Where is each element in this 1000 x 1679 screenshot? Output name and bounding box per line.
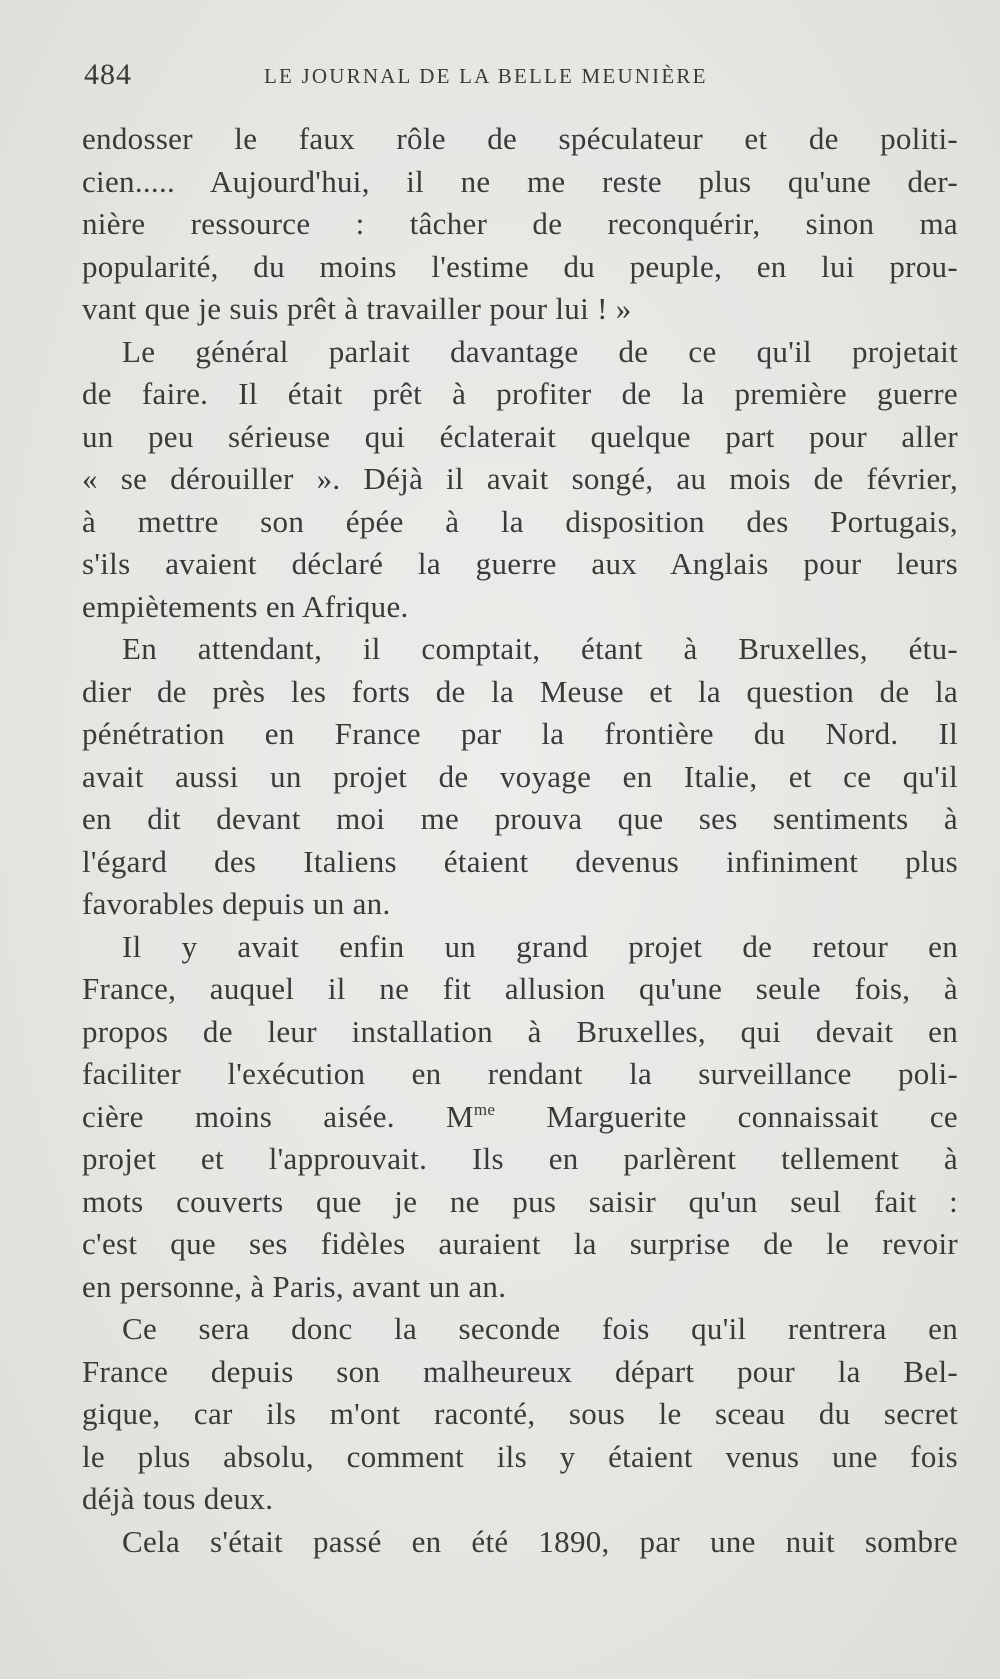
text-line: faciliter l'exécution en rendant la surveillance poli-: [82, 1056, 958, 1091]
text-line: de faire. Il était prêt à profiter de la première guerre: [82, 376, 958, 411]
text-line-with-superscript: [82, 1096, 958, 1139]
text-line: France depuis son malheureux départ pour la Bel-: [82, 1353, 958, 1389]
text-line: avait aussi un projet de voyage en Italie, et ce qu'il: [82, 758, 958, 794]
text-line: un peu sérieuse qui éclaterait quelque part pour aller: [82, 418, 958, 454]
superscript: me: [473, 1099, 496, 1119]
text-line: l'égard des Italiens étaient devenus infiniment plus: [82, 843, 958, 879]
text-line: empiètements en Afrique.: [82, 588, 409, 624]
text-segment: M: [445, 1098, 474, 1134]
text-segment: cière moins aisée.: [82, 1098, 395, 1134]
text-line: France, auquel il ne fit allusion qu'une seule fois, à: [82, 971, 958, 1006]
text-line: En attendant, il comptait, étant à Bruxelles, étu-: [122, 631, 958, 666]
text-line: mots couverts que je ne pus saisir qu'un seul fait :: [82, 1183, 958, 1219]
page-header: [84, 54, 958, 94]
text-line: endosser le faux rôle de spéculateur et de politi-: [82, 121, 958, 156]
text-line: « se dérouiller ». Déjà il avait songé, au mois de février,: [82, 461, 958, 496]
text-line: en personne, à Paris, avant un an.: [82, 1268, 507, 1304]
text-line: le plus absolu, comment ils y étaient venus une fois: [82, 1438, 958, 1474]
page-number: 484: [84, 58, 132, 91]
text-line: pénétration en France par la frontière du Nord. Il: [82, 716, 958, 751]
text-line: Cela s'était passé en été 1890, par une nuit sombre: [122, 1523, 958, 1559]
text-line: favorables depuis un an.: [82, 886, 391, 921]
text-segment: Marguerite connaissait ce: [546, 1098, 958, 1134]
text-line: s'ils avaient déclaré la guerre aux Anglais pour leurs: [82, 546, 958, 581]
text-line: nière ressource : tâcher de reconquérir, sinon ma: [82, 206, 958, 241]
text-line: gique, car ils m'ont raconté, sous le sceau du secret: [82, 1396, 958, 1431]
text-line: dier de près les forts de la Meuse et la question de la: [82, 673, 958, 709]
text-line: c'est que ses fidèles auraient la surprise de le revoir: [82, 1226, 958, 1261]
text-line: popularité, du moins l'estime du peuple, en lui prou-: [82, 248, 958, 284]
text-line: Il y avait enfin un grand projet de retour en: [122, 928, 958, 964]
text-line: propos de leur installation à Bruxelles, qui devait en: [82, 1013, 958, 1049]
text-line: vant que je suis prêt à travailler pour lui ! »: [82, 291, 632, 326]
body-text: [82, 118, 958, 1563]
running-head: LE JOURNAL DE LA BELLE MEUNIÈRE: [264, 64, 708, 88]
text-line: Ce sera donc la seconde fois qu'il rentrera en: [122, 1311, 958, 1346]
text-line: projet et l'approuvait. Ils en parlèrent tellement à: [82, 1141, 958, 1176]
text-line: déjà tous deux.: [82, 1481, 274, 1516]
text-line: Le général parlait davantage de ce qu'il projetait: [122, 333, 958, 369]
text-line: cien..... Aujourd'hui, il ne me reste plus qu'une der-: [82, 163, 958, 199]
text-line: en dit devant moi me prouva que ses sentiments à: [82, 801, 958, 836]
text-line: à mettre son épée à la disposition des Portugais,: [82, 503, 958, 539]
